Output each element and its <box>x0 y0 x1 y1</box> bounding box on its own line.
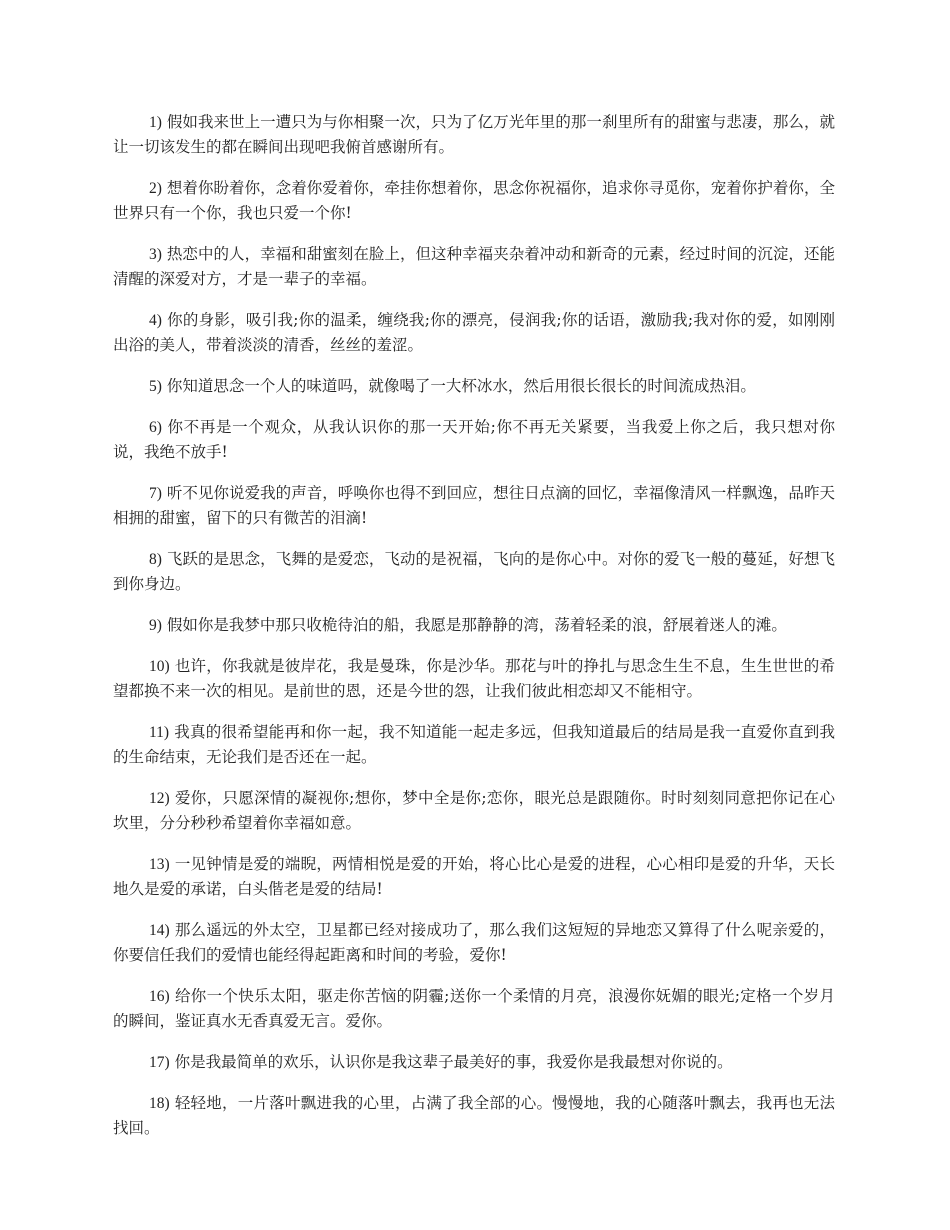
paragraph-number: 13) <box>149 856 170 873</box>
paragraph-text: 给你一个快乐太阳，驱走你苦恼的阴霾;送你一个柔情的月亮，浪漫你妩媚的眼光;定格一个岁月的瞬间，鉴证真水无香真爱无言。爱你。 <box>113 987 835 1030</box>
paragraph-text: 那么遥远的外太空，卫星都已经对接成功了，那么我们这短短的异地恋又算得了什么呢亲爱的，你要信任我们的爱情也能经得起距离和时间的考验，爱你! <box>113 921 835 964</box>
paragraph-number: 1) <box>149 114 162 131</box>
paragraph-17 <box>113 1050 835 1075</box>
paragraph-number: 10) <box>149 658 170 675</box>
paragraph-7 <box>113 481 835 531</box>
paragraph-text: 假如你是我梦中那只收桅待泊的船，我愿是那静静的湾，荡着轻柔的浪，舒展着迷人的滩。 <box>166 616 787 634</box>
paragraph-10 <box>113 654 835 704</box>
paragraph-text: 我真的很希望能再和你一起，我不知道能一起走多远，但我知道最后的结局是我一直爱你直到我的生命结束，无论我们是否还在一起。 <box>113 723 835 766</box>
paragraph-number: 3) <box>149 246 162 263</box>
paragraph-number: 2) <box>149 180 162 197</box>
paragraph-14 <box>113 918 835 968</box>
paragraph-12 <box>113 786 835 836</box>
paragraph-number: 14) <box>149 922 170 939</box>
document-body <box>113 110 835 1157</box>
paragraph-1 <box>113 110 835 160</box>
paragraph-4 <box>113 308 835 358</box>
paragraph-text: 你是我最简单的欢乐，认识你是我这辈子最美好的事，我爱你是我最想对你说的。 <box>174 1053 733 1071</box>
paragraph-text: 想着你盼着你，念着你爱着你，牵挂你想着你，思念你祝福你，追求你寻觅你，宠着你护着你，全世界只有一个你，我也只爱一个你! <box>113 179 835 222</box>
paragraph-number: 7) <box>149 485 162 502</box>
paragraph-number: 16) <box>149 988 170 1005</box>
paragraph-text: 轻轻地，一片落叶飘进我的心里，占满了我全部的心。慢慢地，我的心随落叶飘去，我再也无法找回。 <box>113 1094 835 1137</box>
paragraph-text: 热恋中的人，幸福和甜蜜刻在脸上，但这种幸福夹杂着冲动和新奇的元素，经过时间的沉淀，还能清醒的深爱对方，才是一辈子的幸福。 <box>113 245 835 288</box>
paragraph-number: 9) <box>149 617 162 634</box>
paragraph-5 <box>113 374 835 399</box>
paragraph-3 <box>113 242 835 292</box>
paragraph-text: 你不再是一个观众，从我认识你的那一天开始;你不再无关紧要，当我爱上你之后，我只想对你说，我绝不放手! <box>113 418 835 461</box>
paragraph-number: 5) <box>149 378 162 395</box>
paragraph-text: 你的身影，吸引我;你的温柔，缠绕我;你的漂亮，侵润我;你的话语，激励我;我对你的爱，如刚刚出浴的美人，带着淡淡的清香，丝丝的羞涩。 <box>113 311 835 354</box>
paragraph-13 <box>113 852 835 902</box>
paragraph-number: 8) <box>149 551 162 568</box>
paragraph-16 <box>113 984 835 1034</box>
paragraph-text: 听不见你说爱我的声音，呼唤你也得不到回应，想往日点滴的回忆，幸福像清风一样飘逸，品昨天相拥的甜蜜，留下的只有微苦的泪滴! <box>113 484 835 527</box>
paragraph-18 <box>113 1091 835 1141</box>
paragraph-11 <box>113 720 835 770</box>
paragraph-text: 你知道思念一个人的味道吗，就像喝了一大杯冰水，然后用很长很长的时间流成热泪。 <box>166 377 756 395</box>
paragraph-text: 飞跃的是思念，飞舞的是爱恋，飞动的是祝福，飞向的是你心中。对你的爱飞一般的蔓延，好想飞到你身边。 <box>113 550 835 593</box>
paragraph-text: 爱你，只愿深情的凝视你;想你，梦中全是你;恋你，眼光总是跟随你。时时刻刻同意把你记在心坎里，分分秒秒希望着你幸福如意。 <box>113 789 835 832</box>
paragraph-2 <box>113 176 835 226</box>
paragraph-number: 17) <box>149 1054 170 1071</box>
paragraph-8 <box>113 547 835 597</box>
paragraph-text: 一见钟情是爱的端睨，两情相悦是爱的开始，将心比心是爱的进程，心心相印是爱的升华，天长地久是爱的承诺，白头偕老是爱的结局! <box>113 855 835 898</box>
paragraph-text: 也许，你我就是彼岸花，我是曼珠，你是沙华。那花与叶的挣扎与思念生生不息，生生世世的希望都换不来一次的相见。是前世的恩，还是今世的怨，让我们彼此相恋却又不能相守。 <box>113 657 835 700</box>
paragraph-number: 12) <box>149 790 170 807</box>
paragraph-number: 18) <box>149 1095 170 1112</box>
paragraph-6 <box>113 415 835 465</box>
paragraph-text: 假如我来世上一遭只为与你相聚一次，只为了亿万光年里的那一刹里所有的甜蜜与悲凄，那么，就让一切该发生的都在瞬间出现吧我俯首感谢所有。 <box>113 113 835 156</box>
paragraph-number: 6) <box>149 419 162 436</box>
paragraph-number: 11) <box>149 724 170 741</box>
paragraph-number: 4) <box>149 312 162 329</box>
paragraph-9 <box>113 613 835 638</box>
